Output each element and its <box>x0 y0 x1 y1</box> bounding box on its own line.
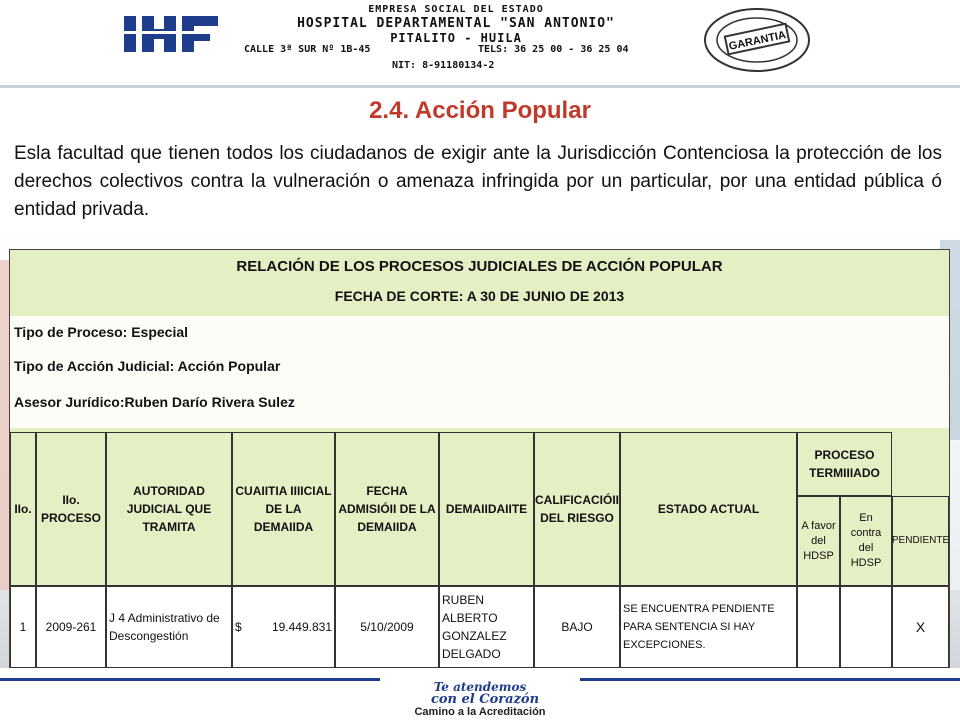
col-header-no-proceso: IIo. PROCESO <box>36 432 106 586</box>
col-header-terminado: PROCESO TERMIIIADO <box>797 432 892 496</box>
info-legal-advisor: Asesor Jurídico:Ruben Darío Rivera Sulez <box>14 394 295 410</box>
footer-rule-left <box>0 678 380 681</box>
table-cell-pendiente: X <box>892 586 949 668</box>
footer-rule-right <box>580 678 960 681</box>
table-caption-date: FECHA DE CORTE: A 30 DE JUNIO DE 2013 <box>334 288 625 304</box>
col-header-estado: ESTADO ACTUAL <box>620 432 797 586</box>
letterhead-line2: HOSPITAL DEPARTAMENTAL "SAN ANTONIO" <box>297 16 615 31</box>
col-header-calificacion: CALIFICACIÓII DEL RIESGO <box>534 432 620 586</box>
letterhead-nit: NIT: 8-91180134-2 <box>392 60 495 71</box>
table-cell-demandante: RUBEN ALBERTO GONZALEZ DELGADO <box>439 586 534 668</box>
ihf-logo-icon <box>124 14 220 54</box>
footer-slogan-line1: Te atendemos <box>433 680 527 694</box>
processes-table <box>9 249 950 669</box>
letterhead-line3: PITALITO - HUILA <box>390 31 522 45</box>
letterhead-address: CALLE 3ª SUR Nº 1B-45 <box>244 44 371 55</box>
letterhead-phones: TELS: 36 25 00 - 36 25 04 <box>478 44 629 55</box>
cuantia-value: 19.449.831 <box>271 620 332 634</box>
footer-slogan-line2: con el Corazón <box>430 692 540 707</box>
table-cell-calificacion: BAJO <box>534 586 620 668</box>
col-header-pendiente: PENDIENTE <box>892 496 949 586</box>
table-cell-estado: SE ENCUENTRA PENDIENTE PARA SENTENCIA SI HAY EXCEPCIONES. <box>620 586 797 668</box>
garantia-seal-icon <box>702 6 812 74</box>
table-cell-en-contra <box>840 586 892 668</box>
table-cell-no: 1 <box>10 586 36 668</box>
table-cell-autoridad: J 4 Administrativo de Descongestión <box>106 586 232 668</box>
section-title: 2.4. Acción Popular <box>369 97 591 124</box>
table-cell-cuantia <box>232 586 335 668</box>
cuantia-currency: $ <box>235 620 242 634</box>
table-grid <box>10 432 949 668</box>
letterhead-text <box>236 4 676 45</box>
section-paragraph: Esla facultad que tienen todos los ciudadanos de exigir ante la Jurisdicción Contenciosa la protección de los derechos colectivos contra la vulneración o amenaza infringida por un particular, por una entidad pública ó entidad privada. <box>14 143 942 220</box>
table-caption-title: RELACIÓN DE LOS PROCESOS JUDICIALES DE ACCIÓN POPULAR <box>236 258 723 275</box>
col-header-demandante: DEMAIIDAIITE <box>439 432 534 586</box>
table-cell-fecha: 5/10/2009 <box>335 586 439 668</box>
info-action-type: Tipo de Acción Judicial: Acción Popular <box>14 358 281 374</box>
table-cell-proceso: 2009-261 <box>36 586 106 668</box>
footer-accreditation: Camino a la Acreditación <box>414 706 546 718</box>
col-header-autoridad: AUTORIDAD JUDICIAL QUE TRAMITA <box>106 432 232 586</box>
letterhead-line1: EMPRESA SOCIAL DEL ESTADO <box>368 4 544 15</box>
col-header-cuantia: CUAIITIA IIIICIAL DE LA DEMAIIDA <box>232 432 335 586</box>
col-header-a-favor: A favor del HDSP <box>797 496 840 586</box>
svg-text:GARANTIA: GARANTIA <box>727 29 788 53</box>
col-header-fecha: FECHA ADMISIÓII DE LA DEMAIIDA <box>335 432 439 586</box>
col-header-no: IIo. <box>10 432 36 586</box>
info-process-type: Tipo de Proceso: Especial <box>14 324 189 340</box>
letterhead <box>0 0 960 88</box>
table-cell-a-favor <box>797 586 840 668</box>
col-header-en-contra: En contra del HDSP <box>840 496 892 586</box>
